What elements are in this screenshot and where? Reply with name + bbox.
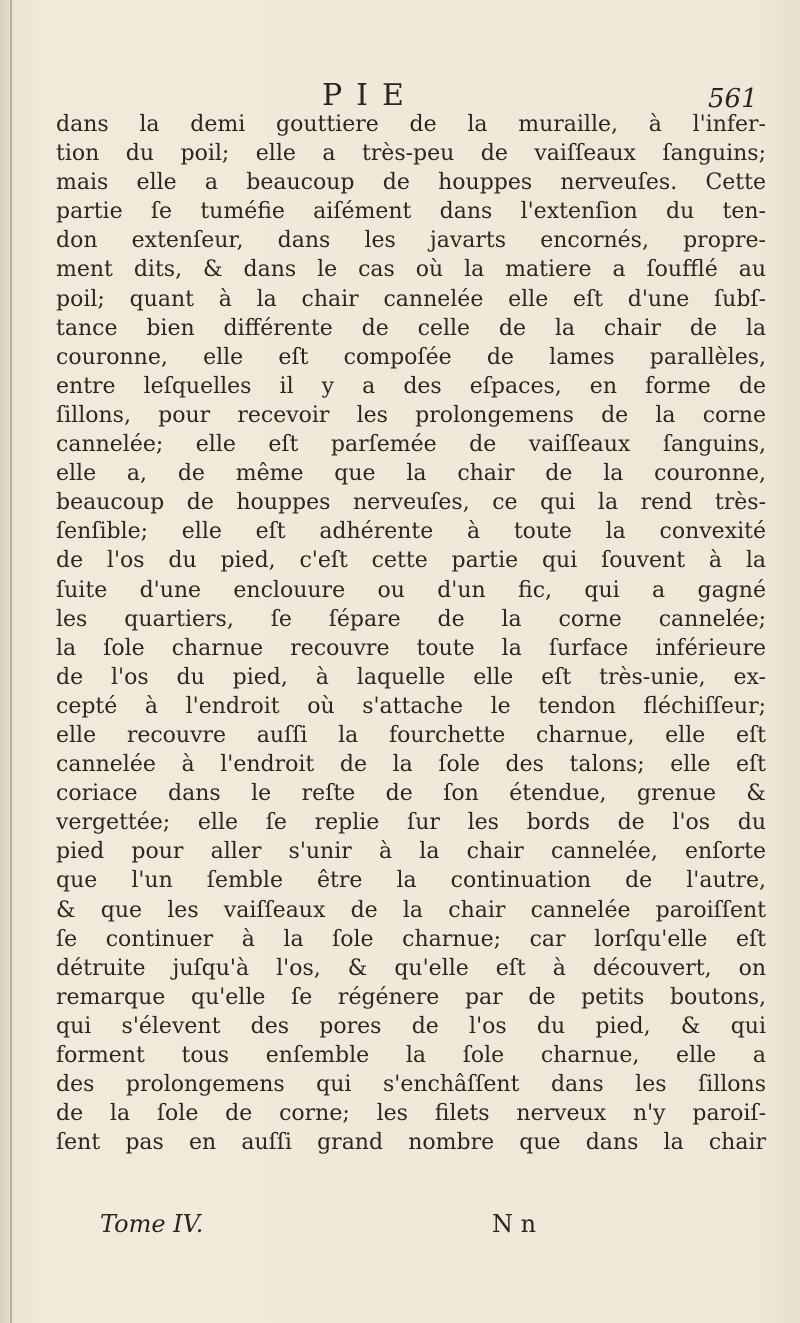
text-line: forment tous enſemble la ſole charnue, elle a <box>56 1043 766 1068</box>
text-line: détruite juſqu'à l'os, & qu'elle eſt à découvert, on <box>56 955 766 981</box>
text-line: couronne, elle eſt compoſée de lames parallèles, <box>56 344 766 370</box>
text-line: ſuite d'une enclouure ou d'un fic, qui a gagné <box>56 577 766 603</box>
text-line: la ſole charnue recouvre toute la ſurface inférieure <box>56 635 766 661</box>
text-line: beaucoup de houppes nerveuſes, ce qui la rend très- <box>56 490 766 516</box>
text-line: de la ſole de corne; les filets nerveux n'y paroiſ- <box>56 1101 766 1127</box>
text-line: ment dits, & dans le cas où la matiere a ſoufflé au <box>56 257 766 283</box>
text-line: partie ſe tuméfie aiſément dans l'extenſion du ten- <box>56 199 766 225</box>
text-line: dans la demi gouttiere de la muraille, à l'infer- <box>56 112 766 137</box>
text-line: vergettée; elle ſe replie ſur les bords de l'os du <box>56 810 766 836</box>
text-line: que l'un ſemble être la continuation de l'autre, <box>56 868 766 894</box>
text-line: entre leſquelles il y a des eſpaces, en forme de <box>56 373 766 399</box>
text-line: poil; quant à la chair cannelée elle eſt d'une ſubſ- <box>56 286 766 312</box>
text-line: de l'os du pied, à laquelle elle eſt très-unie, ex- <box>56 664 766 690</box>
text-line: tion du poil; elle a très-peu de vaiſſeaux ſanguins; <box>56 141 766 167</box>
text-line: ſe continuer à la ſole charnue; car lorſqu'elle eſt <box>56 926 766 952</box>
text-line: cepté à l'endroit où s'attache le tendon fléchiſſeur; <box>56 693 766 719</box>
text-line: mais elle a beaucoup de houppes nerveuſes. Cette <box>56 170 766 196</box>
text-line: cannelée à l'endroit de la ſole des talons; elle eſt <box>56 752 766 778</box>
text-line: cannelée; elle eſt parſemée de vaiſſeaux ſanguins, <box>56 432 766 458</box>
signature-mark: N n <box>492 1210 537 1238</box>
text-line: qui s'élevent des pores de l'os du pied, & qui <box>56 1013 766 1039</box>
page-number: 561 <box>708 84 758 114</box>
running-head: PIE <box>322 78 418 113</box>
text-line: ſent pas en auſſi grand nombre que dans la chair <box>56 1130 766 1156</box>
text-line: des prolongemens qui s'enchâſſent dans les ſillons <box>56 1072 766 1098</box>
body-text <box>56 110 766 1157</box>
text-line: don extenſeur, dans les javarts encornés, propre- <box>56 228 766 254</box>
volume-label: Tome IV. <box>100 1210 204 1238</box>
text-line: elle recouvre auſſi la fourchette charnue, elle eſt <box>56 722 766 748</box>
text-line: pied pour aller s'unir à la chair cannelée, enſorte <box>56 839 766 865</box>
text-line: les quartiers, ſe ſépare de la corne cannelée; <box>56 606 766 632</box>
text-line: ſillons, pour recevoir les prolongemens de la corne <box>56 402 766 428</box>
text-line: elle a, de même que la chair de la couronne, <box>56 461 766 487</box>
text-line: & que les vaiſſeaux de la chair cannelée paroiſſent <box>56 897 766 923</box>
page-gutter <box>10 0 12 1323</box>
text-line: coriace dans le reſte de ſon étendue, grenue & <box>56 781 766 807</box>
page-footer <box>0 1206 800 1246</box>
text-line: ſenſible; elle eſt adhérente à toute la convexité <box>56 519 766 545</box>
text-line: remarque qu'elle ſe régénere par de petits boutons, <box>56 984 766 1010</box>
text-line: tance bien différente de celle de la chair de la <box>56 315 766 341</box>
text-line: de l'os du pied, c'eſt cette partie qui ſouvent à la <box>56 548 766 574</box>
